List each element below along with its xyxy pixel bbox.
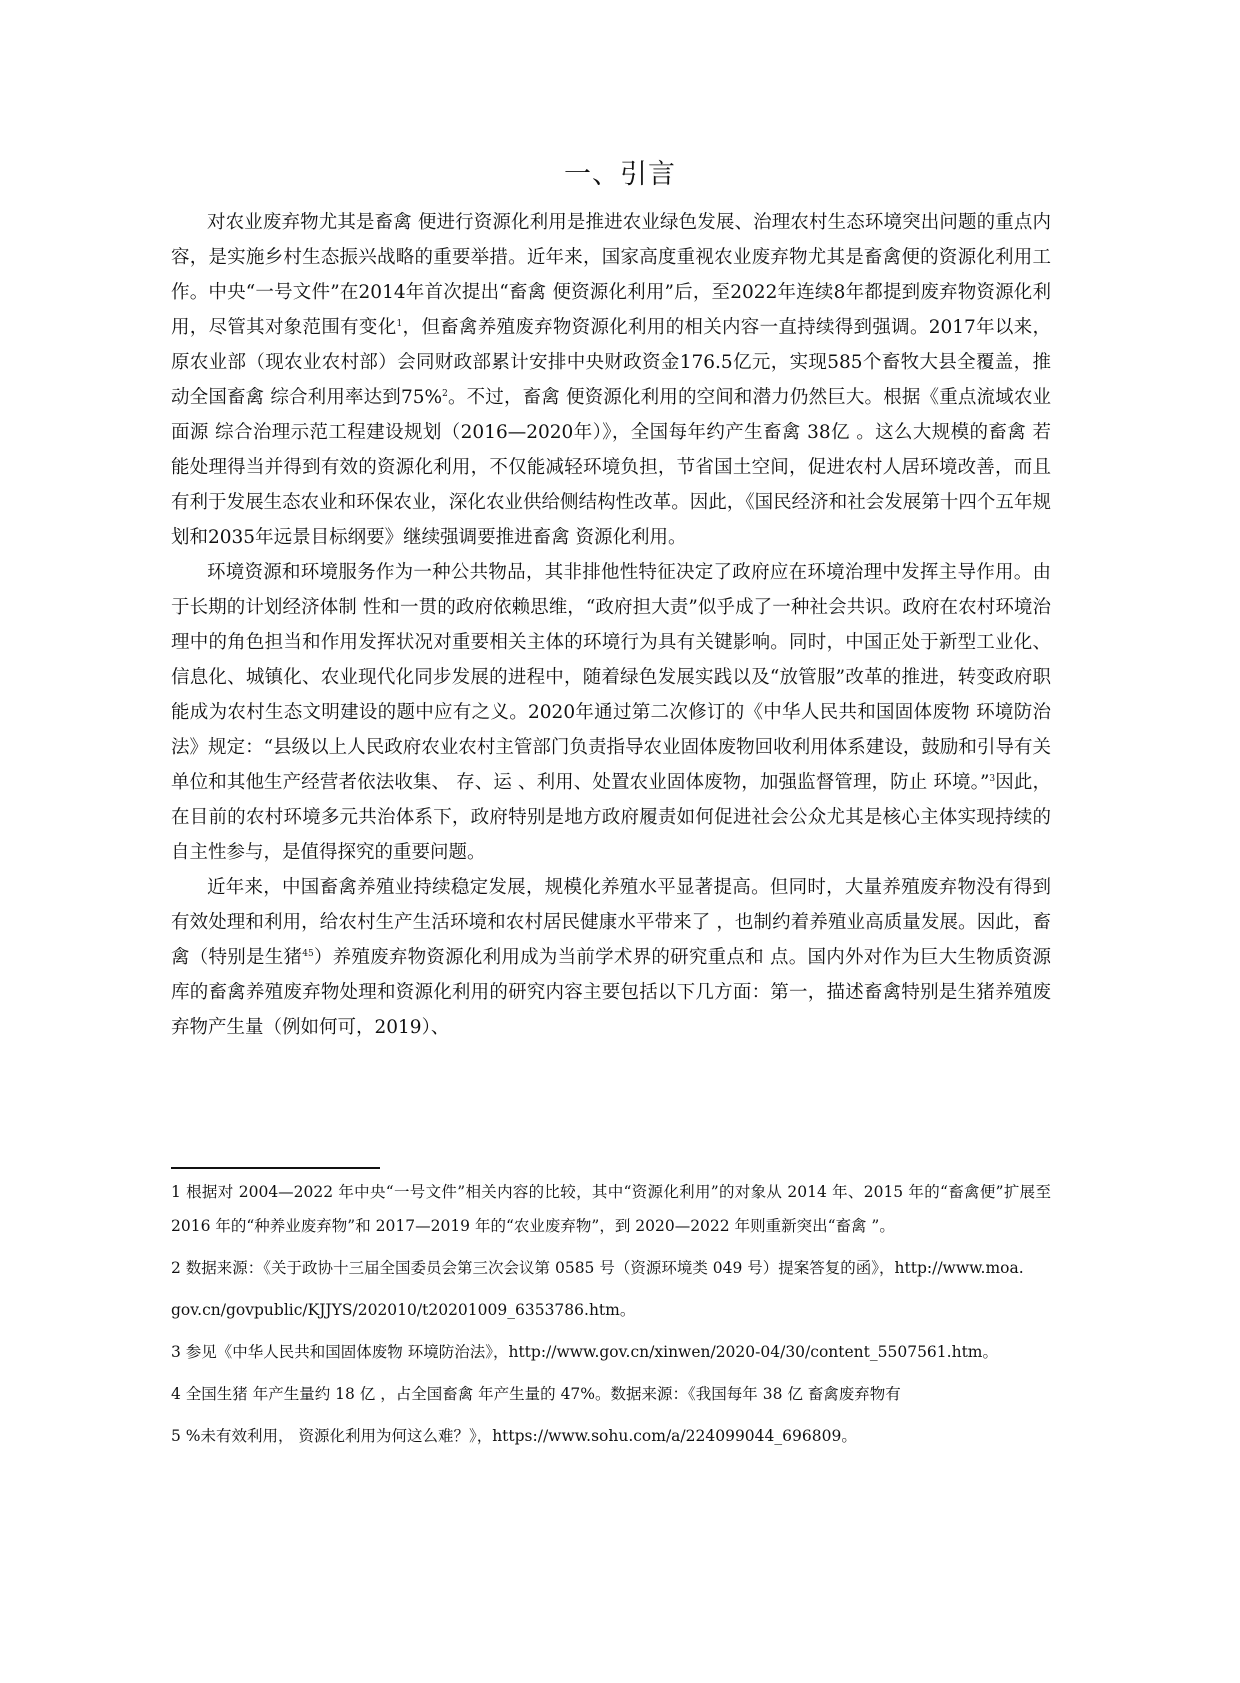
paragraph-text: 。不过，畜禽 便资源化利用的空间和潜力仍然巨大。根据《重点流域农业面源 综合治理示范工程建设规划（2016—2020年）》，全国每年约产生畜禽 38亿 。这么大规模的畜禽 若能处理得当并得到有效的资源化利用，不仅能减轻环境负担，节省国土空间，促进农村人居环境改善，而且有利于发展生态农业和环保农业，深化农业供给侧结构性改革。因此，《国民经济和社会发展第十四个五年规划和2035年远景目标纲要》继续强调要推进畜禽 资源化利用。	[171, 387, 1051, 548]
footnote-ref[interactable]: 2	[442, 388, 448, 399]
paragraph-text: ，但畜禽养殖废弃物资源化利用的相关内容一直持续得到强调。2017年以来，原农业部（现农业农村部）会同财政部累计安排中央财政资金176.5亿元，实现585个畜牧大县全覆盖，推动全国畜禽 综合利用率达到75%	[171, 317, 1051, 408]
footnote-5: 5 %未有效利用， 资源化利用为何这么难？》，https://www.sohu.com/a/224099044_696809。	[171, 1427, 857, 1445]
paragraph-3	[171, 870, 1051, 1045]
footnote-4: 4 全国生猪 年产生量约 18 亿 ，占全国畜禽 年产生量的 47%。数据来源：《我国每年 38 亿 畜禽废弃物有	[171, 1385, 901, 1403]
footnote-ref[interactable]: 1	[396, 318, 403, 329]
paragraph-text: 对农业废弃物尤其是畜禽 便进行资源化利用是推进农业绿色发展、治理农村生态环境突出问题的重点内容，是实施乡村生态振兴战略的重要举措。近年来，国家高度重视农业废弃物尤其是畜禽便的资源化利用工作。中央“一号文件”在2014年首次提出“畜禽 便资源化利用”后，至2022年连续8年都提到废弃物资源化利用，尽管其对象范围有变化	[171, 212, 1051, 338]
paragraph-2	[171, 555, 1051, 870]
footnote-2: 2 数据来源：《关于政协十三届全国委员会第三次会议第 0585 号（资源环境类 049 号）提案答复的函》，http://www.moa.	[171, 1259, 1024, 1277]
paragraph-text: 环境资源和环境服务作为一种公共物品，其非排他性特征决定了政府应在环境治理中发挥主导作用。由于长期的计划经济体制 性和一贯的政府依赖思维，“政府担大责”似乎成了一种社会共识。政府在农村环境治理中的角色担当和作用发挥状况对重要相关主体的环境行为具有关键影响。同时，中国正处于新型工业化、信息化、城镇化、农业现代化同步发展的进程中，随着绿色发展实践以及“放管服”改革的推进，转变政府职能成为农村生态文明建设的题中应有之义。2020年通过第二次修订的《中华人民共和国固体废物 环境防治法》规定：“县级以上人民政府农业农村主管部门负责指导农业固体废物回收利用体系建设，鼓励和引导有关单位和其他生产经营者依法收集、 存、运 、利用、处置农业固体废物，加强监督管理，防止 环境。”	[171, 562, 1051, 793]
footnotes	[171, 1175, 1051, 1453]
footnote-3: 3 参见《中华人民共和国固体废物 环境防治法》，http://www.gov.cn/xinwen/2020-04/30/content_5507561.htm。	[171, 1343, 998, 1361]
body-text	[171, 205, 1051, 1045]
footnote-ref[interactable]: 3	[989, 773, 996, 784]
section-title: 一、引言	[564, 159, 676, 190]
footnote-1: 1 根据对 2004—2022 年中央“一号文件”相关内容的比较，其中“资源化利用”的对象从 2014 年、2015 年的“畜禽便”扩展至 2016 年的“种养业废弃物”和 2017—2019 年的“农业废弃物”，到 2020—2022 年则重新突出“畜禽 ”。	[171, 1183, 1051, 1235]
footnote-divider	[171, 1167, 380, 1169]
footnote-2-continued: gov.cn/govpublic/KJJYS/202010/t20201009_6353786.htm。	[171, 1301, 636, 1319]
paragraph-text: ）养殖废弃物资源化利用成为当前学术界的研究重点和 点。国内外对作为巨大生物质资源库的畜禽养殖废弃物处理和资源化利用的研究内容主要包括以下几方面：第一，描述畜禽特别是生猪养殖废弃物产生量（例如何可，2019）、	[171, 947, 1051, 1038]
footnote-ref[interactable]: 45	[302, 948, 314, 959]
paragraph-text: 因此，在目前的农村环境多元共治体系下，政府特别是地方政府履责如何促进社会公众尤其是核心主体实现持续的自主性参与，是值得探究的重要问题。	[171, 772, 1051, 863]
paragraph-text: 近年来，中国畜禽养殖业持续稳定发展，规模化养殖水平显著提高。但同时，大量养殖废弃物没有得到有效处理和利用，给农村生产生活环境和农村居民健康水平带来了 ，也制约着养殖业高质量发展。因此，畜禽（特别是生猪	[171, 877, 1051, 968]
paragraph-1	[171, 205, 1051, 555]
